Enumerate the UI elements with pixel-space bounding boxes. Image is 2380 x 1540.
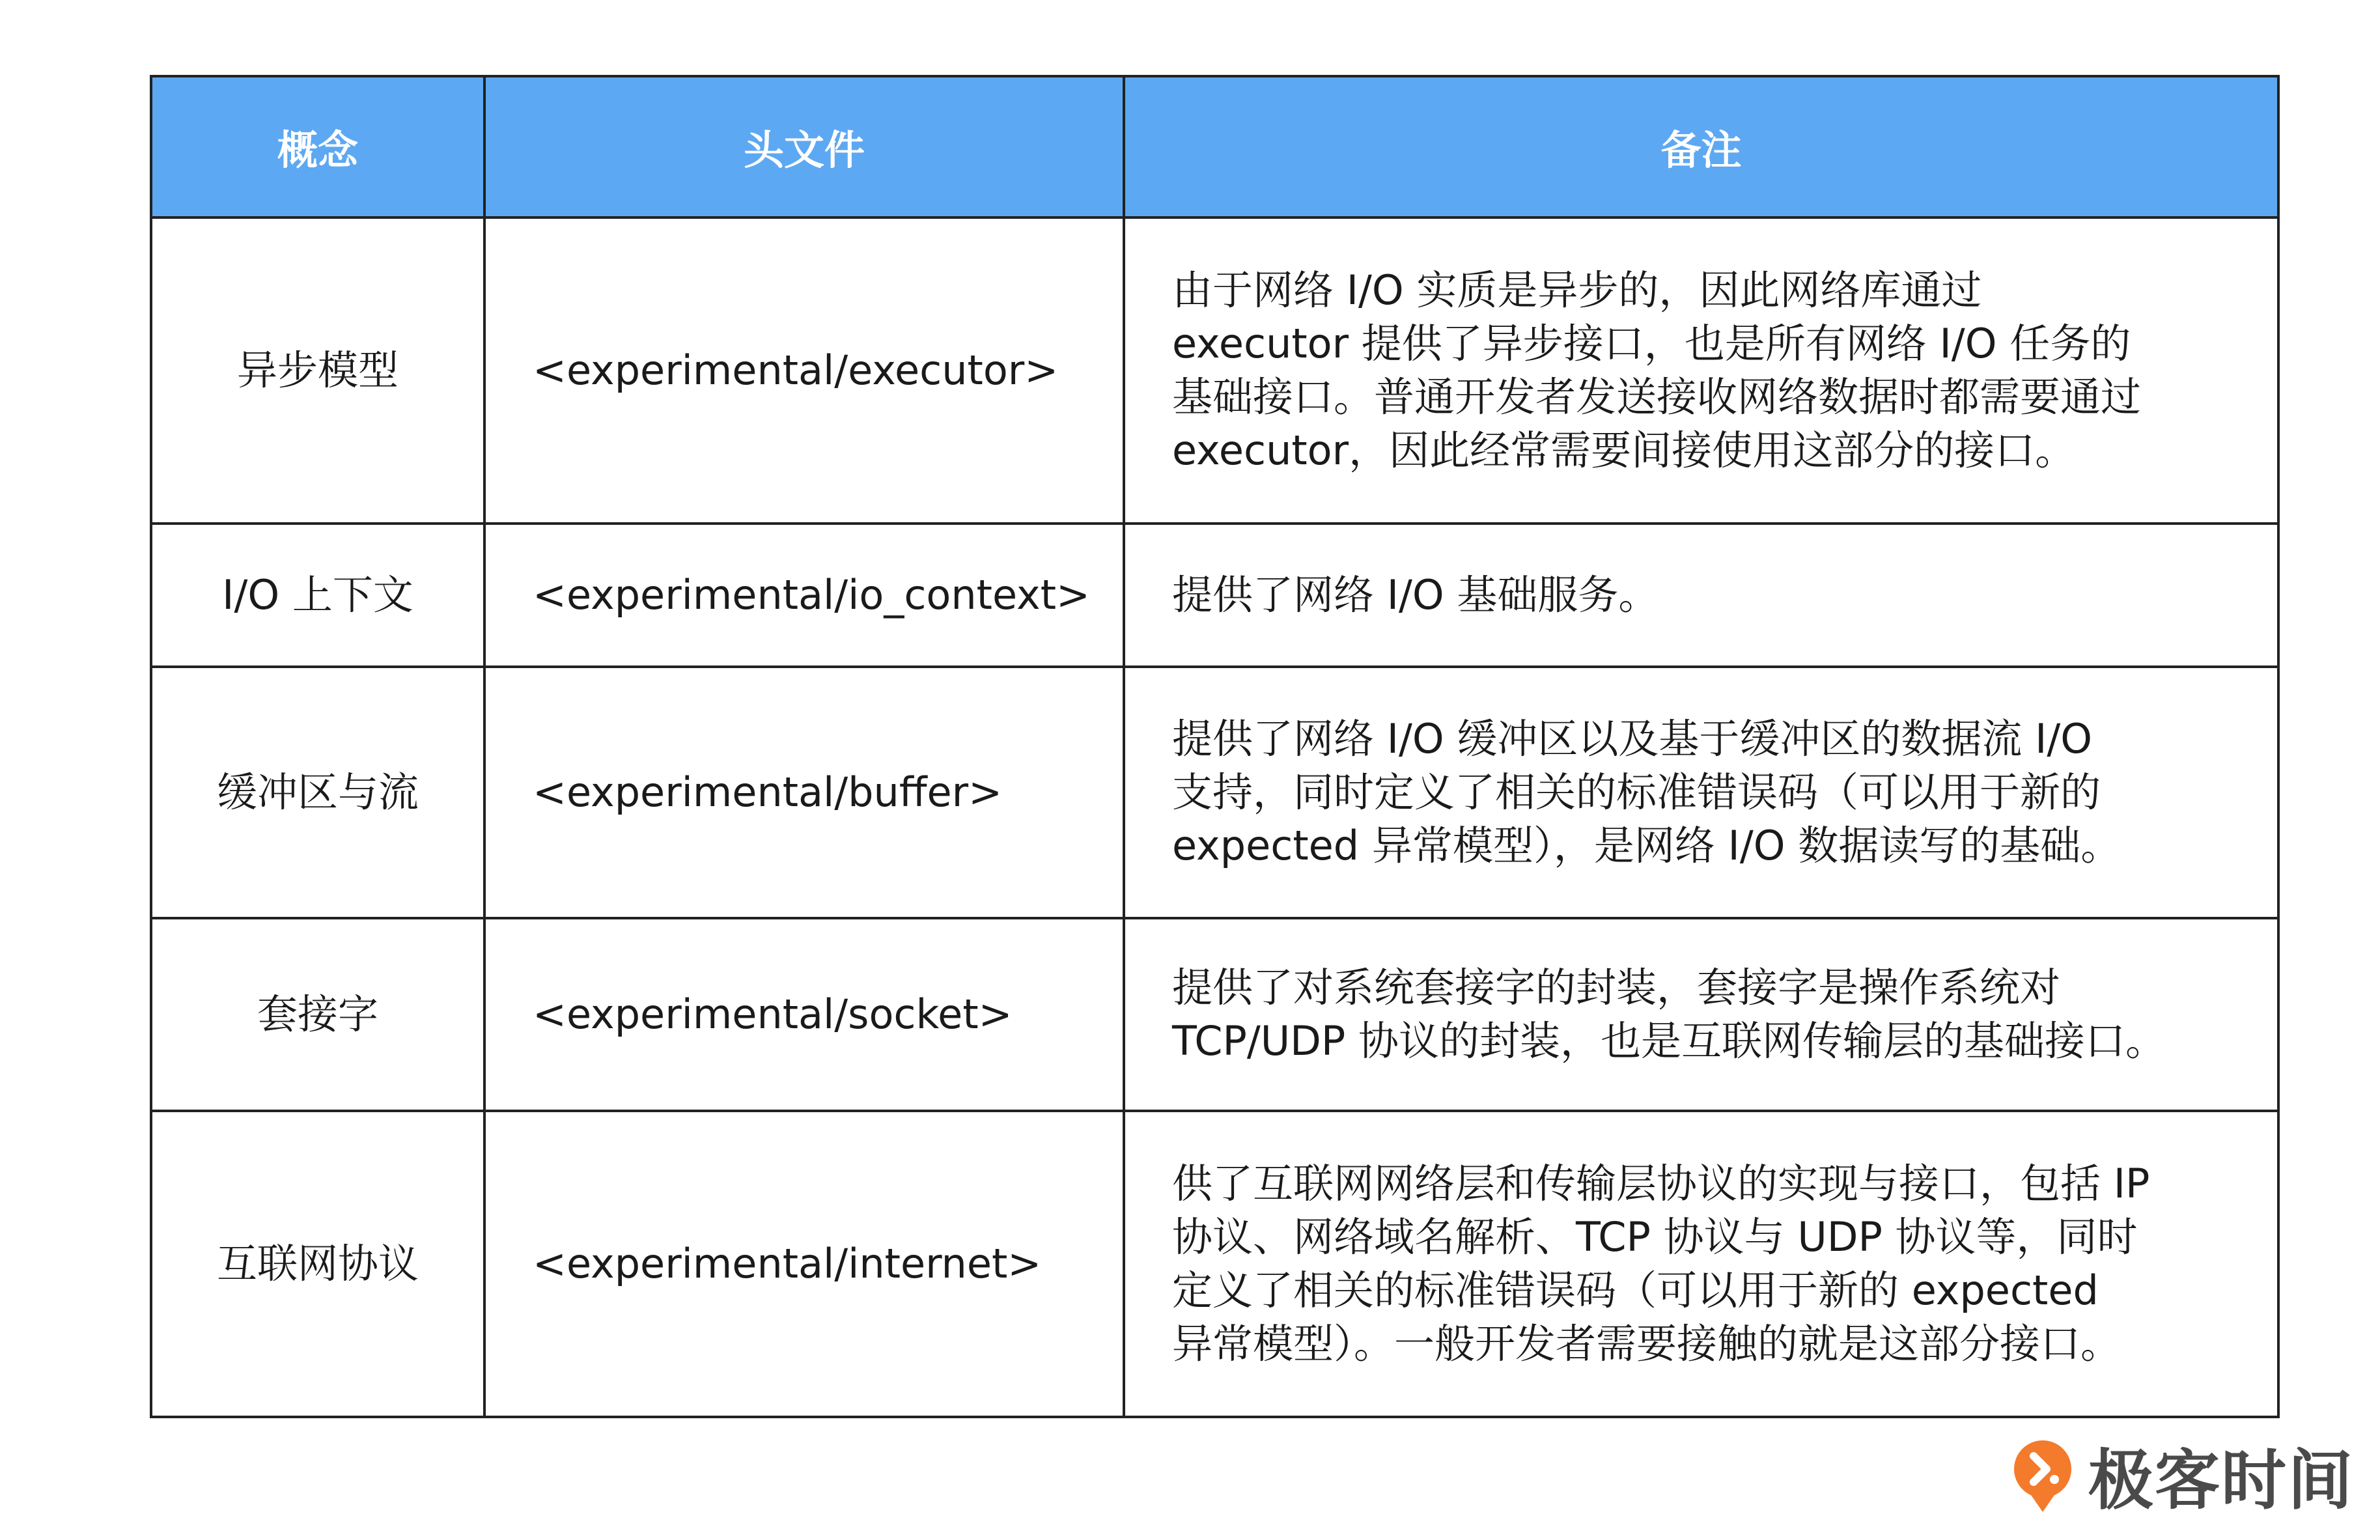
note-cell xyxy=(1124,524,2278,667)
header-file-cell: <experimental/executor> xyxy=(484,217,1124,524)
geektime-logo-icon xyxy=(2009,1436,2077,1513)
table-row xyxy=(151,667,2278,918)
geektime-logo-text: 极客时间 xyxy=(2088,1442,2354,1519)
note-line: 供了互联网网络层和传输层协议的实现与接口，包括 IP xyxy=(1172,1160,2150,1207)
header-file-cell: <experimental/buffer> xyxy=(484,667,1124,918)
table-row xyxy=(151,1111,2278,1417)
note-line: executor 提供了异步接口，也是所有网络 I/O 任务的 xyxy=(1172,320,2131,367)
note-cell xyxy=(1124,918,2278,1111)
table-row xyxy=(151,918,2278,1111)
note-line: 提供了对系统套接字的封装，套接字是操作系统对 xyxy=(1172,964,2061,1011)
column-header-concept: 概念 xyxy=(151,76,484,217)
table-row xyxy=(151,524,2278,667)
network-library-table xyxy=(150,75,2280,1418)
concept-cell: 缓冲区与流 xyxy=(151,667,484,918)
note-line: 基础接口。普通开发者发送接收网络数据时都需要通过 xyxy=(1172,373,2142,421)
note-line: TCP/UDP 协议的封装，也是互联网传输层的基础接口。 xyxy=(1172,1017,2166,1065)
note-line: 由于网络 I/O 实质是异步的，因此网络库通过 xyxy=(1172,266,1982,314)
concept-cell: 异步模型 xyxy=(151,217,484,524)
geektime-logo xyxy=(2009,1433,2354,1517)
note-line: 支持，同时定义了相关的标准错误码（可以用于新的 xyxy=(1172,768,2101,816)
header-file-cell: <experimental/internet> xyxy=(484,1111,1124,1417)
concept-cell: 套接字 xyxy=(151,918,484,1111)
note-cell xyxy=(1124,1111,2278,1417)
table-header-row xyxy=(151,76,2278,217)
concept-cell: I/O 上下文 xyxy=(151,524,484,667)
note-cell xyxy=(1124,667,2278,918)
note-line: expected 异常模型），是网络 I/O 数据读写的基础。 xyxy=(1172,822,2121,869)
note-line: 定义了相关的标准错误码（可以用于新的 expected xyxy=(1172,1267,2099,1314)
column-header-header-file: 头文件 xyxy=(484,76,1124,217)
note-line: 提供了网络 I/O 缓冲区以及基于缓冲区的数据流 I/O xyxy=(1172,715,2093,763)
network-library-table-container xyxy=(150,75,2277,1418)
table-row xyxy=(151,217,2278,524)
header-file-cell: <experimental/socket> xyxy=(484,918,1124,1111)
note-line: 异常模型）。一般开发者需要接触的就是这部分接口。 xyxy=(1172,1320,2121,1367)
note-line: executor，因此经常需要间接使用这部分的接口。 xyxy=(1172,427,2076,474)
header-file-cell: <experimental/io_context> xyxy=(484,524,1124,667)
concept-cell: 互联网协议 xyxy=(151,1111,484,1417)
note-cell xyxy=(1124,217,2278,524)
note-line: 提供了网络 I/O 基础服务。 xyxy=(1172,571,1659,619)
note-line: 协议、网络域名解析、TCP 协议与 UDP 协议等，同时 xyxy=(1172,1213,2138,1261)
column-header-note: 备注 xyxy=(1124,76,2278,217)
